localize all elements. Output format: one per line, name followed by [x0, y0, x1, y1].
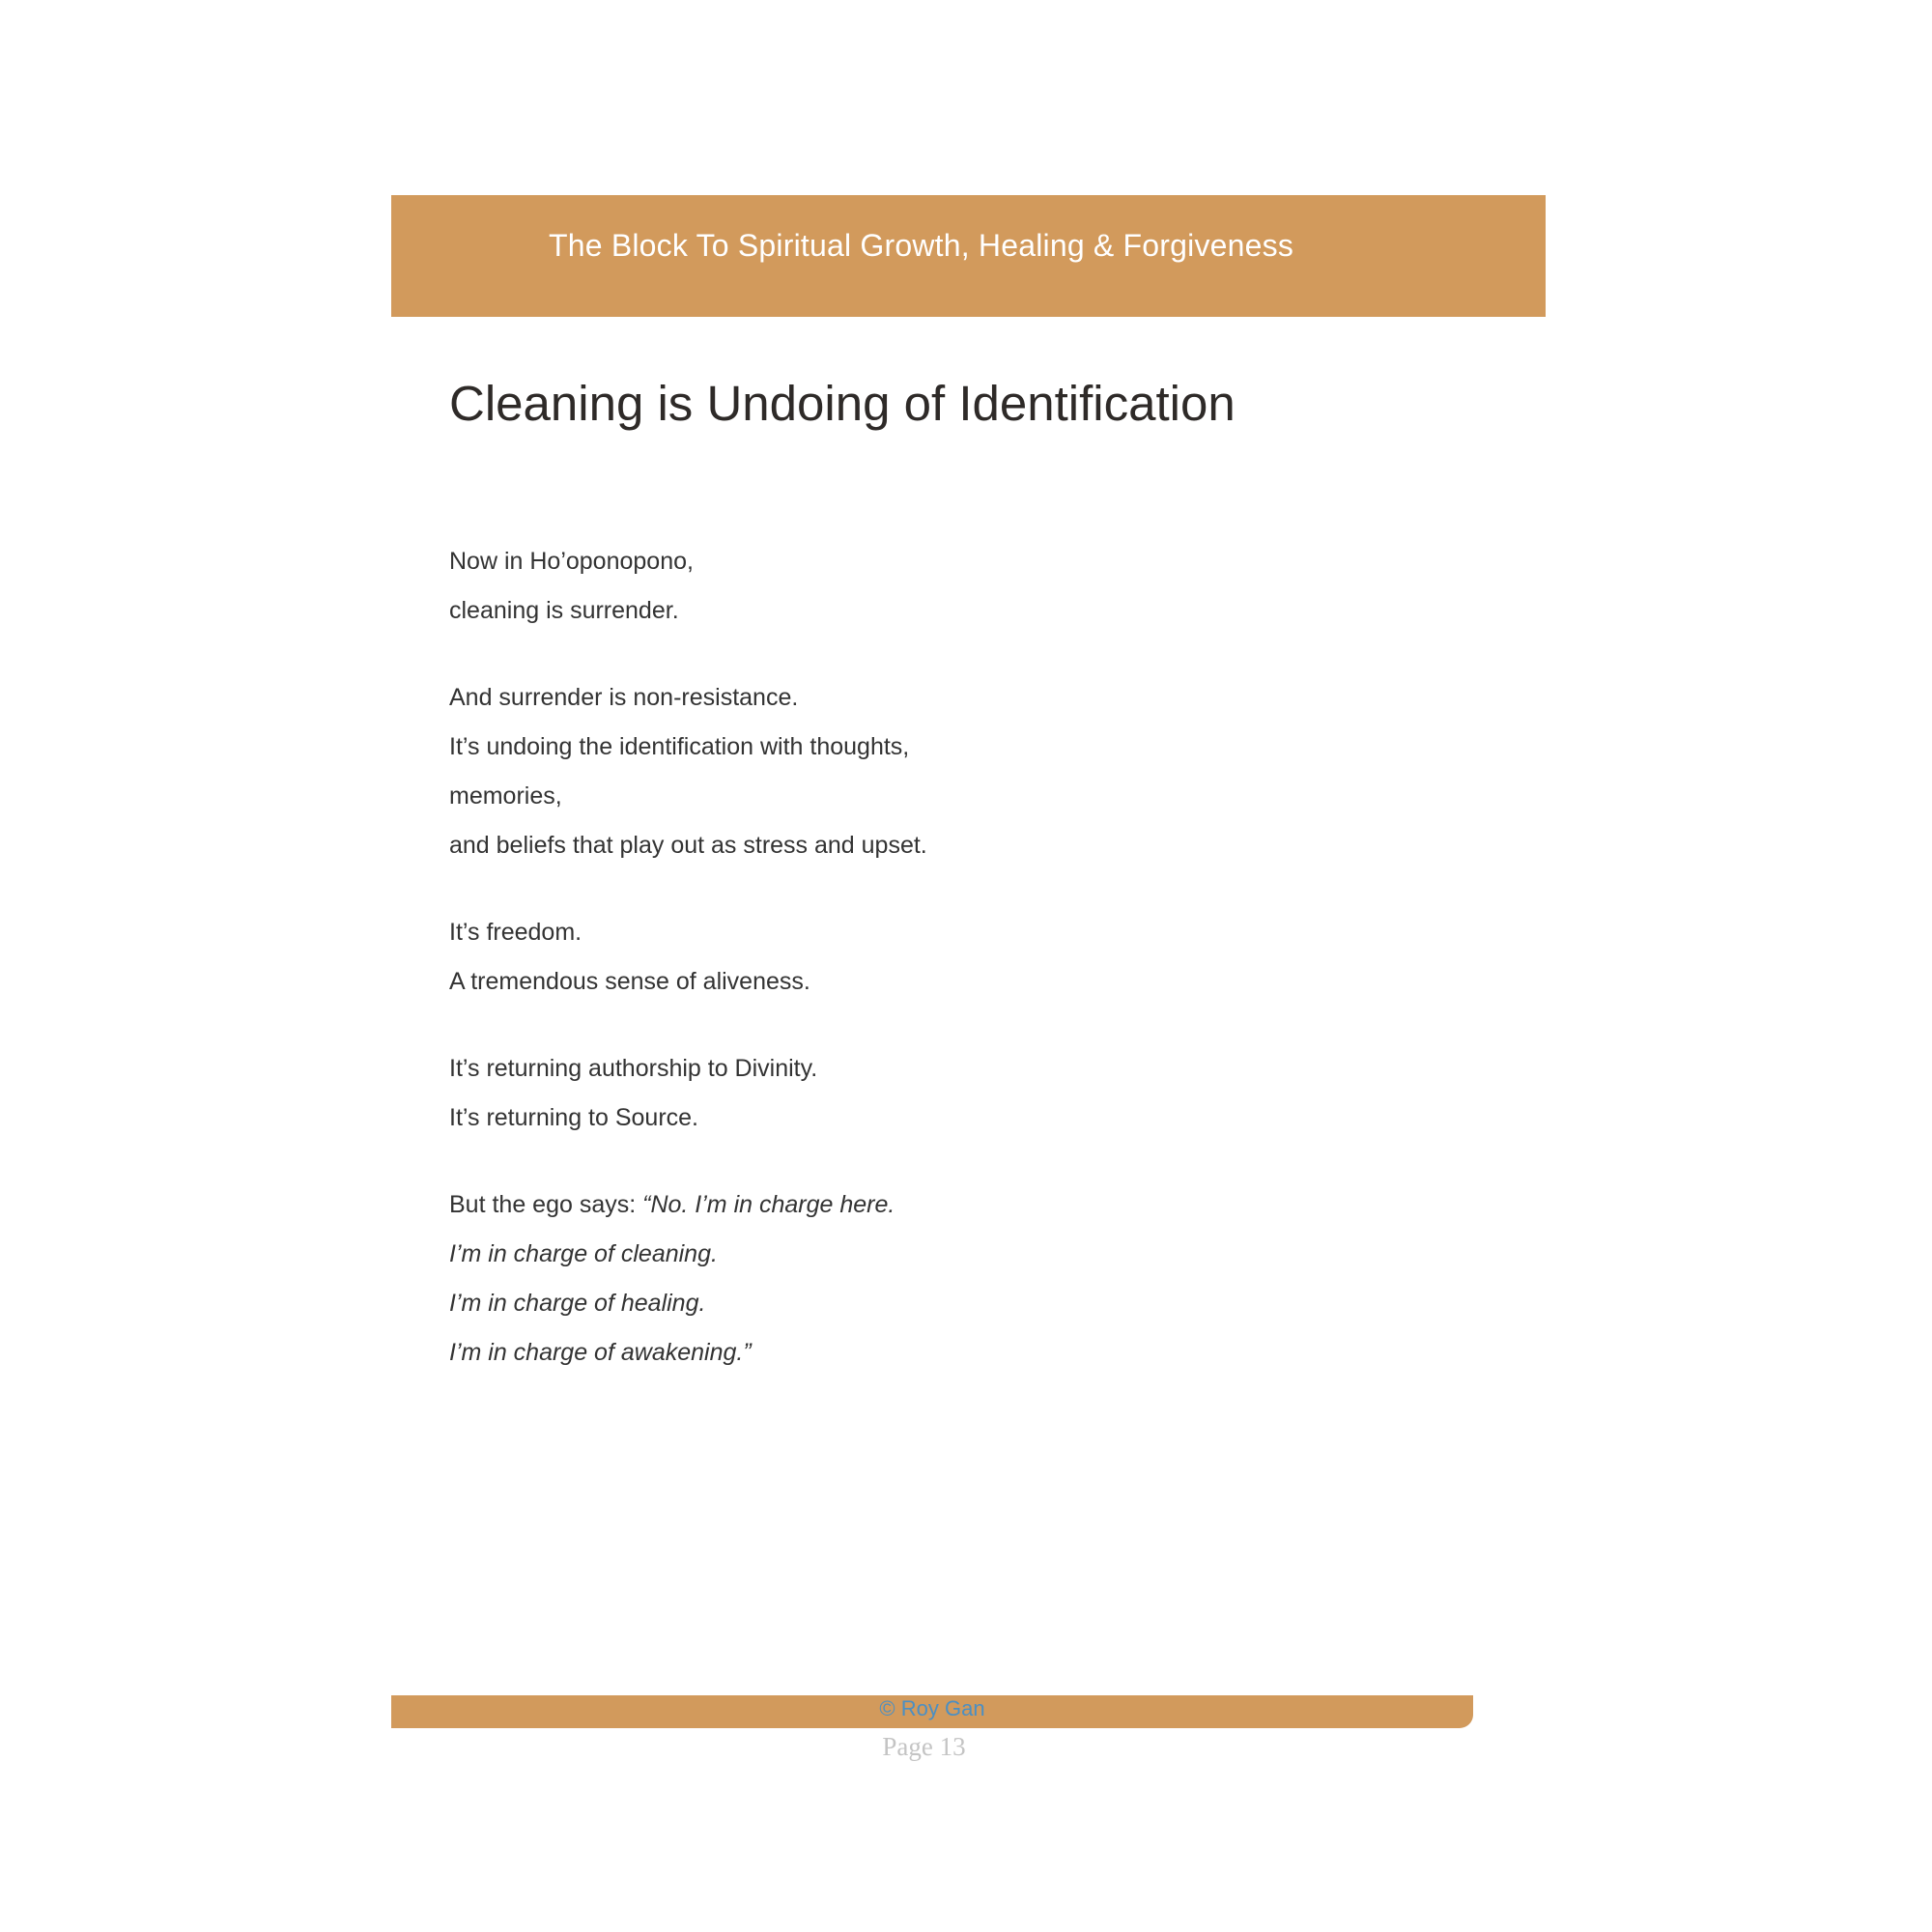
header-banner [391, 195, 1546, 317]
copyright-link[interactable]: © Roy Gan [879, 1696, 985, 1720]
text-line: A tremendous sense of aliveness. [449, 968, 810, 995]
text-line: It’s returning to Source. [449, 1104, 699, 1131]
text-line: memories, [449, 782, 562, 810]
stanza [449, 1044, 1415, 1143]
ego-quote-lead: But the ego says: [449, 1191, 643, 1218]
stanza [449, 537, 1415, 636]
ego-quote-line: I’m in charge of healing. [449, 1290, 706, 1317]
ego-quote-text: “No. I’m in charge here. [642, 1191, 895, 1218]
book-title: The Block To Spiritual Growth, Healing & Forgiveness [549, 228, 1294, 263]
text-line: It’s returning authorship to Divinity. [449, 1055, 818, 1082]
ego-quote-first-line [449, 1180, 1415, 1230]
text-line: and beliefs that play out as stress and upset. [449, 832, 927, 859]
text-line: It’s freedom. [449, 919, 582, 946]
text-line: And surrender is non-resistance. [449, 684, 799, 711]
ego-quote-line: I’m in charge of cleaning. [449, 1240, 718, 1267]
text-line: cleaning is surrender. [449, 597, 679, 624]
page-number: Page 13 [882, 1732, 966, 1761]
chapter-title: Cleaning is Undoing of Identification [449, 376, 1236, 431]
stanza [449, 908, 1415, 1007]
ego-quote-line: I’m in charge of awakening.” [449, 1339, 752, 1366]
stanza [449, 673, 1415, 870]
text-line: Now in Ho’oponopono, [449, 548, 694, 575]
text-line: It’s undoing the identification with thoughts, [449, 733, 910, 760]
body-text [449, 537, 1415, 1415]
ego-quote-stanza [449, 1180, 1415, 1378]
